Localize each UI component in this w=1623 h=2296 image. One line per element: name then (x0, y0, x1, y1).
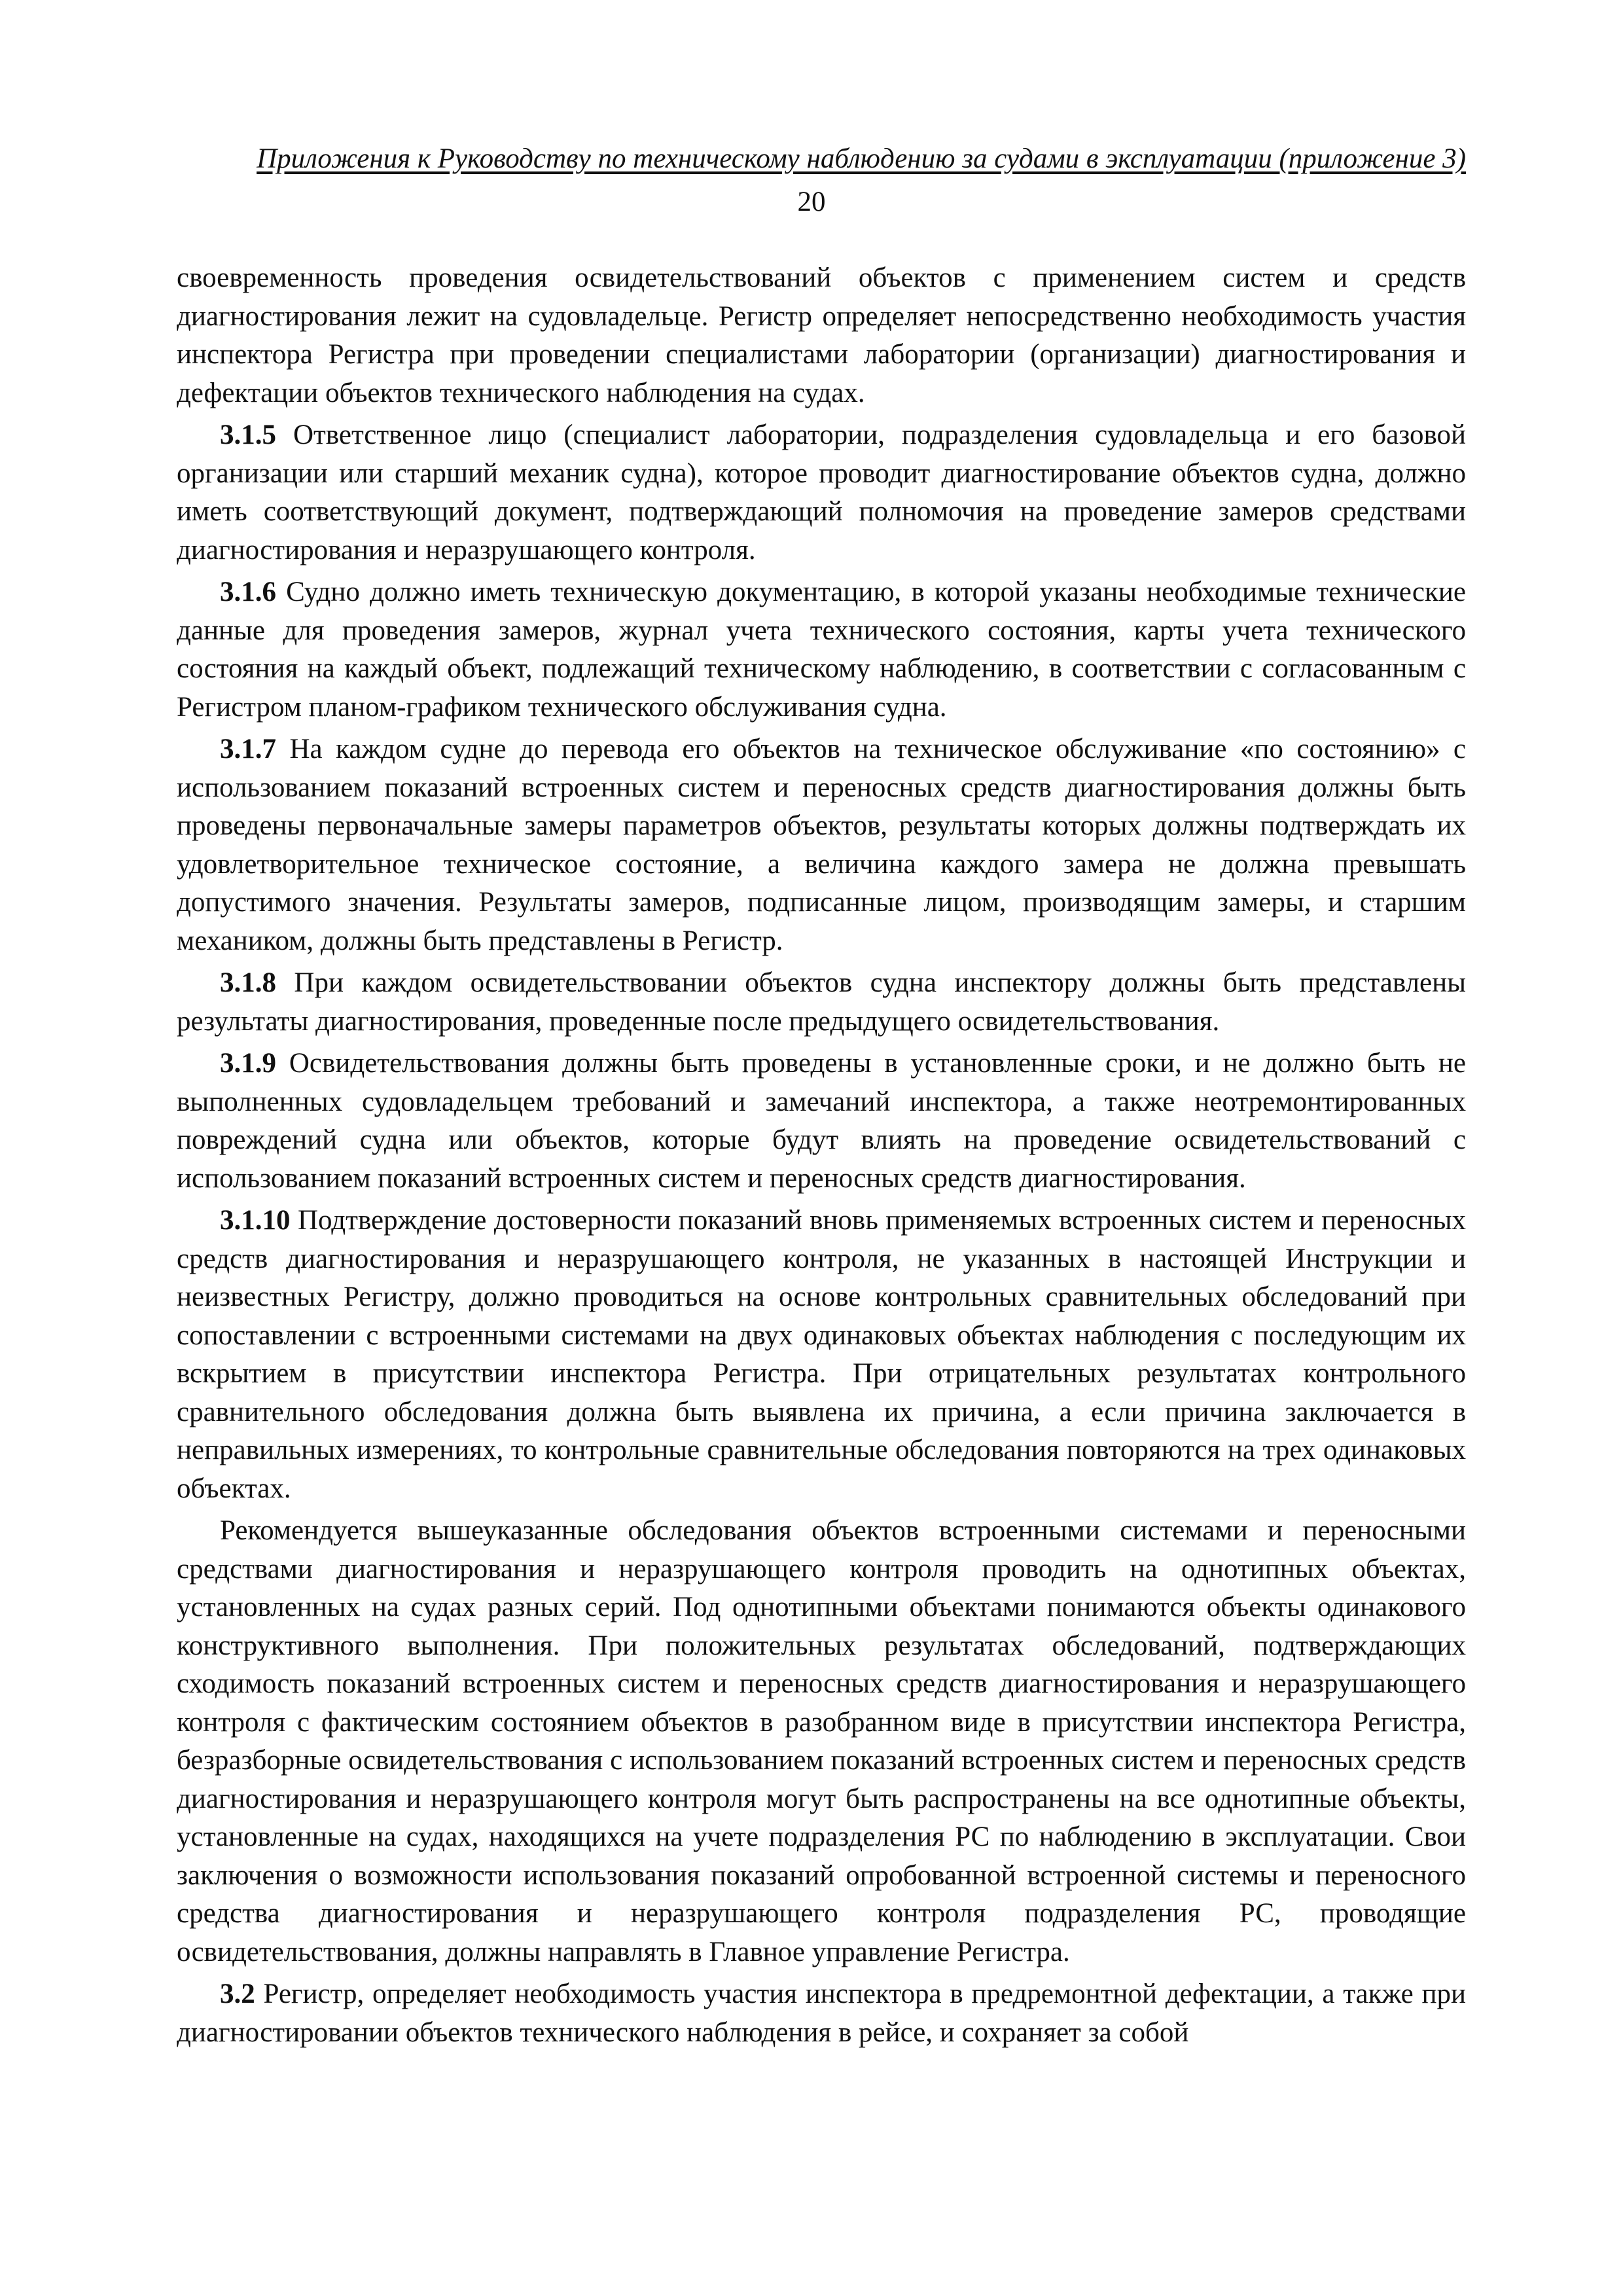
clause-number: 3.1.9 (220, 1048, 276, 1079)
paragraph-3-1-5 (177, 416, 1466, 569)
paragraph-text: Регистр, определяет необходимость участия инспектора в предремонтной дефектации, а также при диагностировании объектов технического наблюдения в рейсе, и сохраняет за собой (177, 1979, 1466, 2048)
paragraph-text: При каждом освидетельствовании объектов судна инспектору должны быть представлены результаты диагностирования, проведенные после предыдущего освидетельствования. (177, 967, 1466, 1037)
clause-number: 3.1.6 (220, 577, 276, 607)
paragraph-text: Освидетельствования должны быть проведены в установленные сроки, и не должно быть не выполненных судовладельцем требований и замечаний инспектора, а также неотремонтированных повреждений судна или объектов, которые будут влиять на проведение освидетельствований с использованием показаний встроенных систем и переносных средств диагностирования. (177, 1048, 1466, 1194)
paragraph-3-1-9 (177, 1045, 1466, 1198)
paragraph-3-1-10 (177, 1202, 1466, 1508)
clause-number: 3.2 (220, 1979, 255, 2009)
paragraph-3-1-6 (177, 573, 1466, 726)
paragraph-3-2 (177, 1975, 1466, 2052)
clause-number: 3.1.5 (220, 420, 276, 450)
paragraph-3-1-7 (177, 730, 1466, 960)
clause-number: 3.1.8 (220, 967, 276, 998)
clause-number: 3.1.10 (220, 1205, 291, 1236)
page-number: 20 (797, 187, 826, 217)
paragraph-3-1-8 (177, 964, 1466, 1041)
paragraph-text: своевременность проведения освидетельствований объектов с применением систем и средств диагностирования лежит на судовладельце. Регистр определяет непосредственно необходимость участия инспектора Регистра при проведении специалистами лаборатории (организации) диагностирования и дефектации объектов технического наблюдения на судах. (177, 262, 1466, 408)
paragraph-text: Судно должно иметь техническую документацию, в которой указаны необходимые технические данные для проведения замеров, журнал учета технического состояния, карты учета технического состояния на каждый объект, подлежащий техническому наблюдению, в соответствии с согласованным с Регистром планом-графиком технического обслуживания судна. (177, 577, 1466, 723)
paragraph-recommendation (177, 1512, 1466, 1971)
running-header: Приложения к Руководству по техническому наблюдению за судами в эксплуатации (приложение 3) (257, 143, 1466, 174)
document-body (177, 259, 1466, 2056)
paragraph-text: Рекомендуется вышеуказанные обследования объектов встроенными системами и переносными средствами диагностирования и неразрушающего контроля проводить на однотипных объектах, установленных на судах разных серий. Под однотипными объектами понимаются объекты одинакового конструктивного выполнения. При положительных результатах обследований, подтверждающих сходимость показаний встроенных систем и переносных средств диагностирования и неразрушающего контроля с фактическим состоянием объектов в разобранном виде в присутствии инспектора Регистра, безразборные освидетельствования с использованием показаний встроенных систем и переносных средств диагностирования и неразрушающего контроля могут быть распространены на все однотипные объекты, установленные на судах, находящихся на учете подразделения РС по наблюдению в эксплуатации. Свои заключения о возможности использования показаний опробованной встроенной системы и переносного средства диагностирования и неразрушающего контроля подразделения РС, проводящие освидетельствования, должны направлять в Главное управление Регистра. (177, 1515, 1466, 1967)
paragraph-text: Подтверждение достоверности показаний вновь применяемых встроенных систем и переносных средств диагностирования и неразрушающего контроля, не указанных в настоящей Инструкции и неизвестных Регистру, должно проводиться на основе контрольных сравнительных обследований при сопоставлении с встроенными системами на двух одинаковых объектах наблюдения с последующим их вскрытием в присутствии инспектора Регистра. При отрицательных результатах контрольного сравнительного обследования должна быть выявлена их причина, а если причина заключается в неправильных измерениях, то контрольные сравнительные обследования повторяются на трех одинаковых объектах. (177, 1205, 1466, 1504)
paragraph-continuation (177, 259, 1466, 412)
clause-number: 3.1.7 (220, 734, 276, 764)
paragraph-text: Ответственное лицо (специалист лаборатории, подразделения судовладельца и его базовой организации или старший механик судна), которое проводит диагностирование объектов судна, должно иметь соответствующий документ, подтверждающий полномочия на проведение замеров средствами диагностирования и неразрушающего контроля. (177, 420, 1466, 565)
paragraph-text: На каждом судне до перевода его объектов на техническое обслуживание «по состоянию» с использованием показаний встроенных систем и переносных средств диагностирования должны быть проведены первоначальные замеры параметров объектов, результаты которых должны подтверждать их удовлетворительное техническое состояние, а величина каждого замера не должна превышать допустимого значения. Результаты замеров, подписанные лицом, производящим замеры, и старшим механиком, должны быть представлены в Регистр. (177, 734, 1466, 956)
